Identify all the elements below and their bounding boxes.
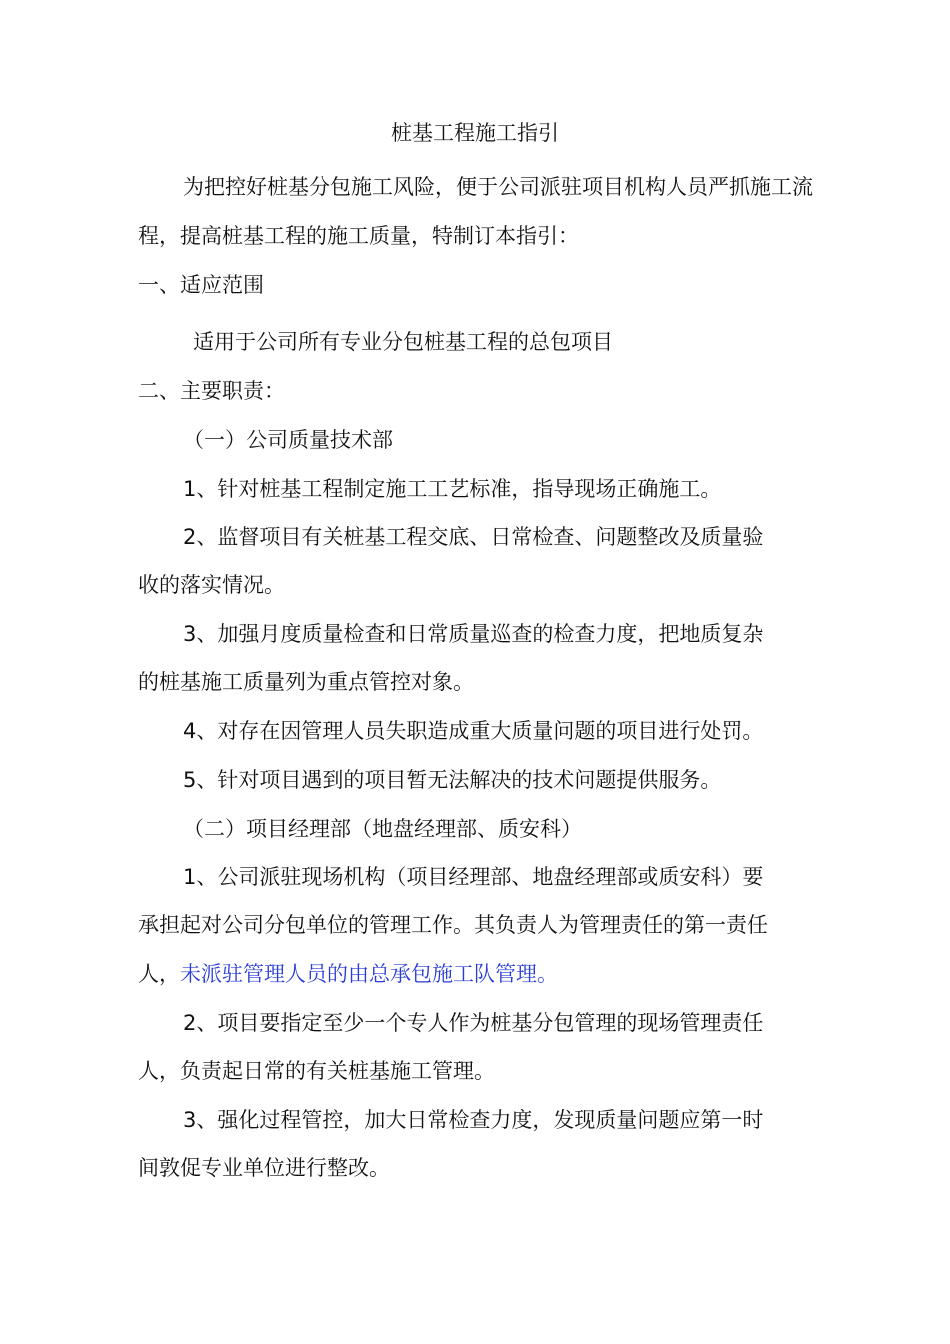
subsection-1-item-2-line-2: 收的落实情况。 (138, 573, 285, 597)
page-title: 桩基工程施工指引 (391, 121, 559, 145)
subsection-1-heading: （一）公司质量技术部 (183, 428, 393, 452)
subsection-2-item-1-line-3 (138, 959, 558, 989)
line-3-prefix: 人， (138, 962, 180, 986)
subsection-1-item-3-line-2: 的桩基施工质量列为重点管控对象。 (138, 670, 474, 694)
subsection-1-item-5: 5、针对项目遇到的项目暂无法解决的技术问题提供服务。 (183, 768, 722, 792)
section-1-body: 适用于公司所有专业分包桩基工程的总包项目 (193, 330, 613, 354)
subsection-2-item-3-line-1: 3、强化过程管控，加大日常检查力度，发现质量问题应第一时 (183, 1108, 764, 1132)
subsection-1-item-1: 1、针对桩基工程制定施工工艺标准，指导现场正确施工。 (183, 477, 722, 501)
subsection-2-item-1-line-2: 承担起对公司分包单位的管理工作。其负责人为管理责任的第一责任 (138, 913, 768, 937)
highlighted-text: 未派驻管理人员的由总承包施工队管理。 (180, 962, 558, 986)
intro-line-2: 程，提高桩基工程的施工质量，特制订本指引： (138, 224, 579, 248)
section-1-heading: 一、适应范围 (138, 273, 264, 297)
subsection-2-heading: （二）项目经理部（地盘经理部、质安科） (183, 817, 582, 841)
subsection-2-item-1-line-1: 1、公司派驻现场机构（项目经理部、地盘经理部或质安科）要 (183, 865, 764, 889)
subsection-1-item-4: 4、对存在因管理人员失职造成重大质量问题的项目进行处罚。 (183, 719, 764, 743)
subsection-1-item-2-line-1: 2、监督项目有关桩基工程交底、日常检查、问题整改及质量验 (183, 525, 764, 549)
section-2-heading: 二、主要职责： (138, 379, 285, 403)
intro-line-1: 为把控好桩基分包施工风险，便于公司派驻项目机构人员严抓施工流 (183, 175, 813, 199)
subsection-2-item-2-line-2: 人，负责起日常的有关桩基施工管理。 (138, 1059, 495, 1083)
subsection-2-item-3-line-2: 间敦促专业单位进行整改。 (138, 1156, 390, 1180)
subsection-1-item-3-line-1: 3、加强月度质量检查和日常质量巡查的检查力度，把地质复杂 (183, 622, 764, 646)
subsection-2-item-2-line-1: 2、项目要指定至少一个专人作为桩基分包管理的现场管理责任 (183, 1011, 764, 1035)
